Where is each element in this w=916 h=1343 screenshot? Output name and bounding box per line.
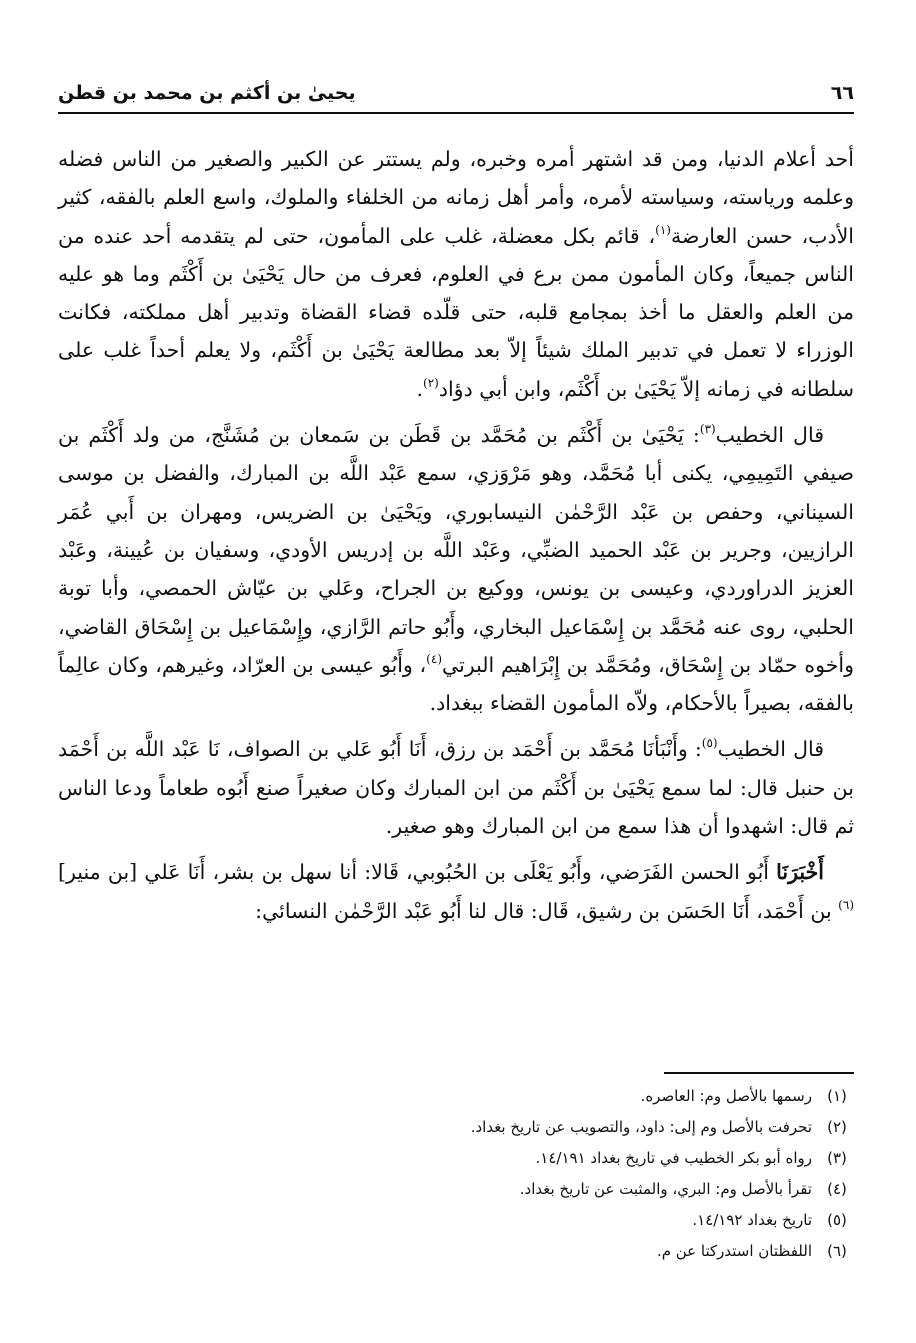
footnote-number: (٥)	[827, 1211, 847, 1229]
footnote-text: تحرفت بالأصل وم إلى: داود، والتصويب عن تاريخ بغداد.	[470, 1118, 812, 1136]
paragraph-3-text-b: : وأَنْبَأنَا مُحَمَّد بن أَحْمَد بن رزق، أَنَا أَبُو عَلي بن الصواف، نَا عَبْد اللَّه بن أَحْمَد بن حنبل قال: لما سمع يَحْيَىٰ بن أَكْثَم من ابن المبارك وكان صغيراً صنع أَبُوه طعاماً ودعا الناس ثم قال: اشهدوا أن هذا سمع من ابن المبارك وهو صغير.	[58, 737, 854, 839]
footnote-ref-3: (٣)	[699, 422, 716, 437]
footnote-ref-6: (٦)	[838, 897, 854, 912]
paragraph-2-text-a: قال الخطيب	[715, 423, 825, 448]
paragraph-2	[58, 416, 854, 722]
footnotes-rule	[664, 1072, 854, 1074]
paragraph-4-text-b: بن أَحْمَد، أَنَا الحَسَن بن رشيق، قَال: قال لنا أَبُو عَبْد الرَّحْمٰن النسائي:	[255, 898, 839, 923]
footnote-ref-5: (٥)	[701, 736, 718, 751]
footnote-item	[58, 1081, 854, 1112]
footnote-ref-2: (٢)	[423, 375, 439, 390]
footnote-item	[58, 1174, 854, 1205]
footnote-item	[58, 1143, 854, 1174]
footnote-ref-4: (٤)	[426, 651, 442, 666]
page-number: ٦٦	[830, 82, 854, 104]
paragraph-4	[58, 853, 854, 930]
footnotes-list	[58, 1081, 854, 1267]
footnote-number: (١)	[827, 1087, 847, 1105]
footnote-text: رواه أبو بكر الخطيب في تاريخ بغداد ١٤/١٩١.	[535, 1149, 812, 1167]
paragraph-4-text-a: أَبُو الحسن الفَرَضي، وأَبُو يَعْلَى بن الحُبُوبي، قَالا: أنا سهل بن بشر، أَنَا عَلي [بن منير]	[58, 860, 777, 885]
header-rule	[58, 112, 854, 114]
footnote-ref-1: (١)	[655, 222, 671, 237]
footnote-number: (٤)	[827, 1180, 847, 1198]
footnote-item	[58, 1205, 854, 1236]
footnote-number: (٣)	[827, 1149, 847, 1167]
paragraph-1-text-a: أحد أعلام الدنيا، ومن قد اشتهر أمره وخبره، ولم يستتر عن الكبير والصغير من الناس فضله وعلمه ورياسته، وسياسته لأمره، وأمر أهل زمانه من الخلفاء والملوك، واسع العلم بالفقه، كثير الأدب، حسن العارضة	[58, 147, 854, 248]
footnote-number: (٦)	[827, 1242, 847, 1260]
footnote-text: تقرأ بالأصل وم: البري، والمثبت عن تاريخ بغداد.	[519, 1180, 812, 1198]
paragraph-1-text-c: .	[416, 376, 424, 401]
running-head	[58, 72, 854, 104]
footnote-number: (٢)	[827, 1118, 847, 1136]
paragraph-2-text-c: ، وأَبُو عيسى بن العرّاد، وغيرهم، وكان عالِماً بالفقه، بصيراً بالأحكام، ولاّه المأمون القضاء ببغداد.	[58, 652, 854, 716]
footnote-text: اللفظتان استدركتا عن م.	[656, 1242, 812, 1260]
paragraph-4-lead: أَخْبَرَنَا	[776, 860, 824, 885]
footnote-text: رسمها بالأصل وم: العاصره.	[640, 1087, 812, 1105]
paragraph-1-text-b: ، قائم بكل معضلة، غلب على المأمون، حتى لم يتقدمه أحد عنده من الناس جميعاً، وكان المأمون ممن برع في العلوم، فعرف من حال يَحْيَىٰ بن أَكْثَم وما هو عليه من العلم والعقل ما أخذ بمجامع قلبه، حتى قلّده قضاء القضاة وتدبير أهل مملكته، فكانت الوزراء لا تعمل في تدبير الملك شيئاً إلاّ بعد مطالعة يَحْيَىٰ بن أَكْثَم، ولا يعلم أحداً غلب على سلطانه في زمانه إلاّ يَحْيَىٰ بن أَكْثَم، وابن أبي دؤاد	[58, 223, 854, 401]
footnote-item	[58, 1112, 854, 1143]
running-title: يحيىٰ بن أكثم بن محمد بن قطن	[58, 82, 356, 104]
paragraph-3	[58, 730, 854, 845]
main-text	[58, 140, 854, 938]
paragraph-3-text-a: قال الخطيب	[717, 737, 825, 762]
footnote-item	[58, 1236, 854, 1267]
footnote-text: تاريخ بغداد ١٤/١٩٢.	[692, 1211, 812, 1229]
paragraph-1	[58, 140, 854, 408]
paragraph-2-text-b: : يَحْيَىٰ بن أَكْثَم بن مُحَمَّد بن قَطَن بن سَمعان بن مُشَنَّج، من ولد أَكْثَم بن صيفي التَمِيمِي، يكنى أبا مُحَمَّد، وهو مَرْوَزي، سمع عَبْد اللَّه بن المبارك، والفضل بن موسى السيناني، وحفص بن عَبْد الرَّحْمٰن النيسابوري، ويَحْيَىٰ بن الضريس، ومهران بن أَبي عُمَر الرازيين، وجرير بن عَبْد الحميد الضبِّي، وعَبْد اللَّه بن إدريس الأودي، وسفيان بن عُيينة، وعَبْد العزيز الدراوردي، وعيسى بن يونس، ووكيع بن الجراح، وعَلي بن عيّاش الحمصي، وأبا توبة الحلبي، روى عنه مُحَمَّد بن إِسْمَاعيل البخاري، وأَبُو حاتم الرَّازي، وإِسْمَاعيل بن إِسْحَاق القاضي، وأخوه حمّاد بن إِسْحَاق، ومُحَمَّد بن إِبْرَاهيم البرتي	[58, 423, 854, 677]
